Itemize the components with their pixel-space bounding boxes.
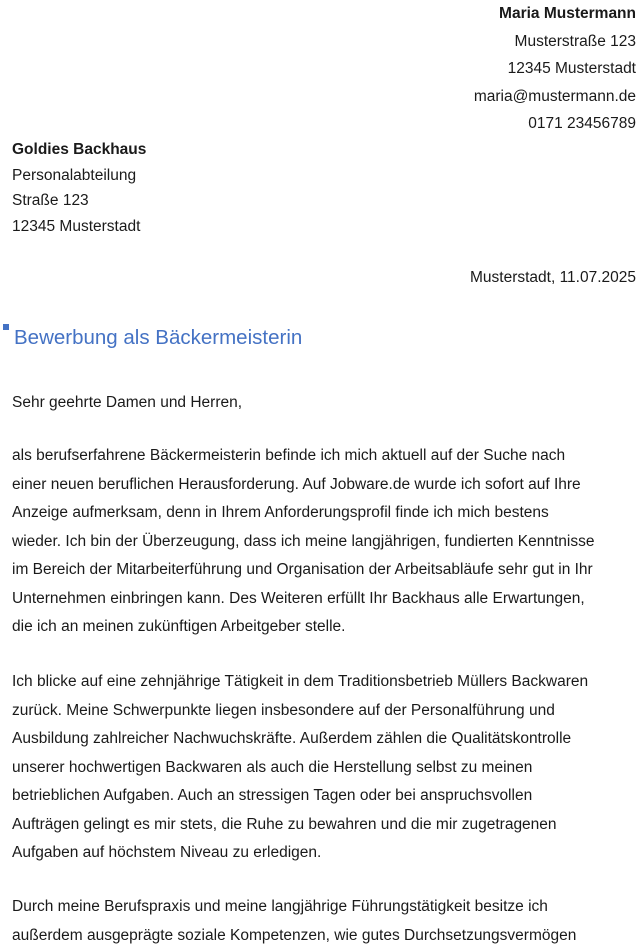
salutation: Sehr geehrte Damen und Herren,: [12, 389, 242, 416]
sender-phone: 0171 23456789: [474, 110, 636, 138]
sender-block: [474, 0, 636, 138]
body-line: als berufserfahrene Bäckermeisterin befinde ich mich aktuell auf der Suche nach: [12, 442, 637, 471]
heading-marker: [3, 324, 9, 330]
sender-email: maria@mustermann.de: [474, 83, 636, 111]
body-line: zurück. Meine Schwerpunkte liegen insbesondere auf der Personalführung und: [12, 697, 637, 726]
body-paragraph-1: [12, 442, 637, 642]
body-line: außerdem ausgeprägte soziale Kompetenzen, wie gutes Durchsetzungsvermögen: [12, 922, 637, 950]
body-line: Unternehmen einbringen kann. Des Weiteren erfüllt Ihr Backhaus alle Erwartungen,: [12, 585, 637, 614]
recipient-company: Goldies Backhaus: [12, 137, 146, 163]
letter-subject: Bewerbung als Bäckermeisterin: [14, 324, 302, 352]
body-line: Aufträgen gelingt es mir stets, die Ruhe zu bewahren und die mir zugetragenen: [12, 811, 637, 840]
body-line: unserer hochwertigen Backwaren als auch die Herstellung selbst zu meinen: [12, 754, 637, 783]
body-line: im Bereich der Mitarbeiterführung und Organisation der Arbeitsabläufe sehr gut in Ihr: [12, 556, 637, 585]
body-line: Durch meine Berufspraxis und meine langjährige Führungstätigkeit besitze ich: [12, 893, 637, 922]
body-line: Ausbildung zahlreicher Nachwuchskräfte. Außerdem zählen die Qualitätskontrolle: [12, 725, 637, 754]
sender-name: Maria Mustermann: [474, 0, 636, 28]
body-line: wieder. Ich bin der Überzeugung, dass ich meine langjährigen, fundierten Kenntnisse: [12, 528, 637, 557]
body-line: einer neuen beruflichen Herausforderung. Auf Jobware.de wurde ich sofort auf Ihre: [12, 471, 637, 500]
body-line: Anzeige aufmerksam, denn in Ihrem Anforderungsprofil finde ich mich bestens: [12, 499, 637, 528]
recipient-city: 12345 Musterstadt: [12, 214, 146, 240]
body-line: Ich blicke auf eine zehnjährige Tätigkeit in dem Traditionsbetrieb Müllers Backwaren: [12, 668, 637, 697]
recipient-department: Personalabteilung: [12, 163, 146, 189]
letter-date: Musterstadt, 11.07.2025: [470, 264, 636, 291]
recipient-block: [12, 137, 146, 239]
body-line: betrieblichen Aufgaben. Auch an stressigen Tagen oder bei anspruchsvollen: [12, 782, 637, 811]
body-paragraph-2: [12, 668, 637, 868]
recipient-street: Straße 123: [12, 188, 146, 214]
body-line: Aufgaben auf höchstem Niveau zu erledigen.: [12, 839, 637, 868]
body-paragraph-3: [12, 893, 637, 950]
sender-street: Musterstraße 123: [474, 28, 636, 56]
sender-city: 12345 Musterstadt: [474, 55, 636, 83]
body-line: die ich an meinen zukünftigen Arbeitgeber stelle.: [12, 613, 637, 642]
